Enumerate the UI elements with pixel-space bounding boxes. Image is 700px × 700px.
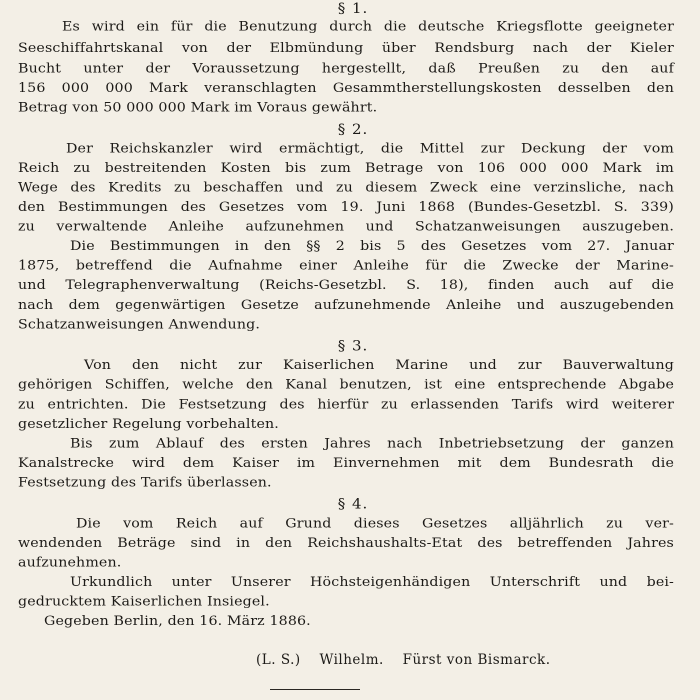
date-line: Gegeben Berlin, den 16. März 1886. [44, 613, 311, 629]
section-4-line-3: aufzunehmen. [18, 555, 122, 571]
chancellor-signature: Fürst von Bismarck. [402, 652, 551, 668]
section-3-line-2: gehörigen Schiffen, welche den Kanal benutzen, ist eine entsprechende Abgabe [18, 377, 674, 393]
section-3-line-4: gesetzlicher Regelung vorbehalten. [18, 416, 279, 432]
section-1-line-1: Es wird ein für die Benutzung durch die deutsche Kriegsflotte geeigneter [62, 19, 674, 35]
section-2-line-6: Die Bestimmungen in den §§ 2 bis 5 des Gesetzes vom 27. Januar [70, 239, 674, 254]
section-2-line-10: Schatzanweisungen Anwendung. [18, 317, 260, 333]
section-2-line-2: Reich zu bestreitenden Kosten bis zum Betrage von 106 000 000 Mark im [18, 160, 674, 176]
section-2-line-3: Wege des Kredits zu beschaffen und zu diesem Zweck eine verzinsliche, nach [18, 180, 674, 196]
section-3-line-1: Von den nicht zur Kaiserlichen Marine und zur Bauverwaltung [84, 358, 674, 373]
section-3-heading: § 3. [337, 337, 369, 355]
section-2-line-8: und Telegraphenverwaltung (Reichs-Gesetzbl. S. 18), finden auch auf die [18, 278, 674, 293]
section-4-line-4: Urkundlich unter Unserer Höchsteigenhändigen Unterschrift und bei- [70, 574, 674, 590]
seal-mark: (L. S.) [256, 652, 301, 668]
emperor-signature: Wilhelm. [319, 652, 384, 668]
footer-rule [270, 689, 360, 690]
law-page [18, 0, 688, 651]
section-4-line-1: Die vom Reich auf Grund dieses Gesetzes alljährlich zu ver- [76, 516, 674, 532]
section-2-line-1: Der Reichskanzler wird ermächtigt, die Mittel zur Deckung der vom [66, 141, 674, 157]
section-2-line-5: zu verwaltende Anleihe aufzunehmen und Schatzanweisungen auszugeben. [18, 219, 674, 235]
section-1-line-4: 156 000 000 Mark veranschlagten Gesammtherstellungskosten desselben den [18, 80, 674, 96]
section-1-heading: § 1. [337, 0, 369, 17]
section-2-line-7: 1875, betreffend die Aufnahme einer Anleihe für die Zwecke der Marine- [18, 258, 674, 274]
section-2-heading: § 2. [337, 120, 369, 138]
section-3-line-5: Bis zum Ablauf des ersten Jahres nach Inbetriebsetzung der ganzen [70, 436, 674, 452]
section-4-heading: § 4. [337, 495, 369, 513]
section-3-line-6: Kanalstrecke wird dem Kaiser im Einvernehmen mit dem Bundesrath die [18, 455, 674, 471]
section-1-line-3: Bucht unter der Voraussetzung hergestellt, daß Preußen zu den auf [18, 61, 674, 77]
section-4-line-2: wendenden Beträge sind in den Reichshaushalts-Etat des betreffenden Jahres [18, 535, 674, 551]
section-1-line-2: Seeschiffahrtskanal von der Elbmündung über Rendsburg nach der Kieler [18, 40, 674, 56]
section-2-line-4: den Bestimmungen des Gesetzes vom 19. Juni 1868 (Bundes-Gesetzbl. S. 339) [18, 199, 674, 215]
section-4-line-5: gedrucktem Kaiserlichen Insiegel. [18, 594, 270, 610]
section-1-line-5: Betrag von 50 000 000 Mark im Voraus gewährt. [18, 100, 378, 116]
signature-line [256, 652, 565, 668]
section-3-line-3: zu entrichten. Die Festsetzung des hierfür zu erlassenden Tarifs wird weiterer [18, 397, 674, 412]
section-3-line-7: Festsetzung des Tarifs überlassen. [18, 475, 272, 491]
section-2-line-9: nach dem gegenwärtigen Gesetze aufzunehmende Anleihe und auszugebenden [18, 297, 674, 313]
